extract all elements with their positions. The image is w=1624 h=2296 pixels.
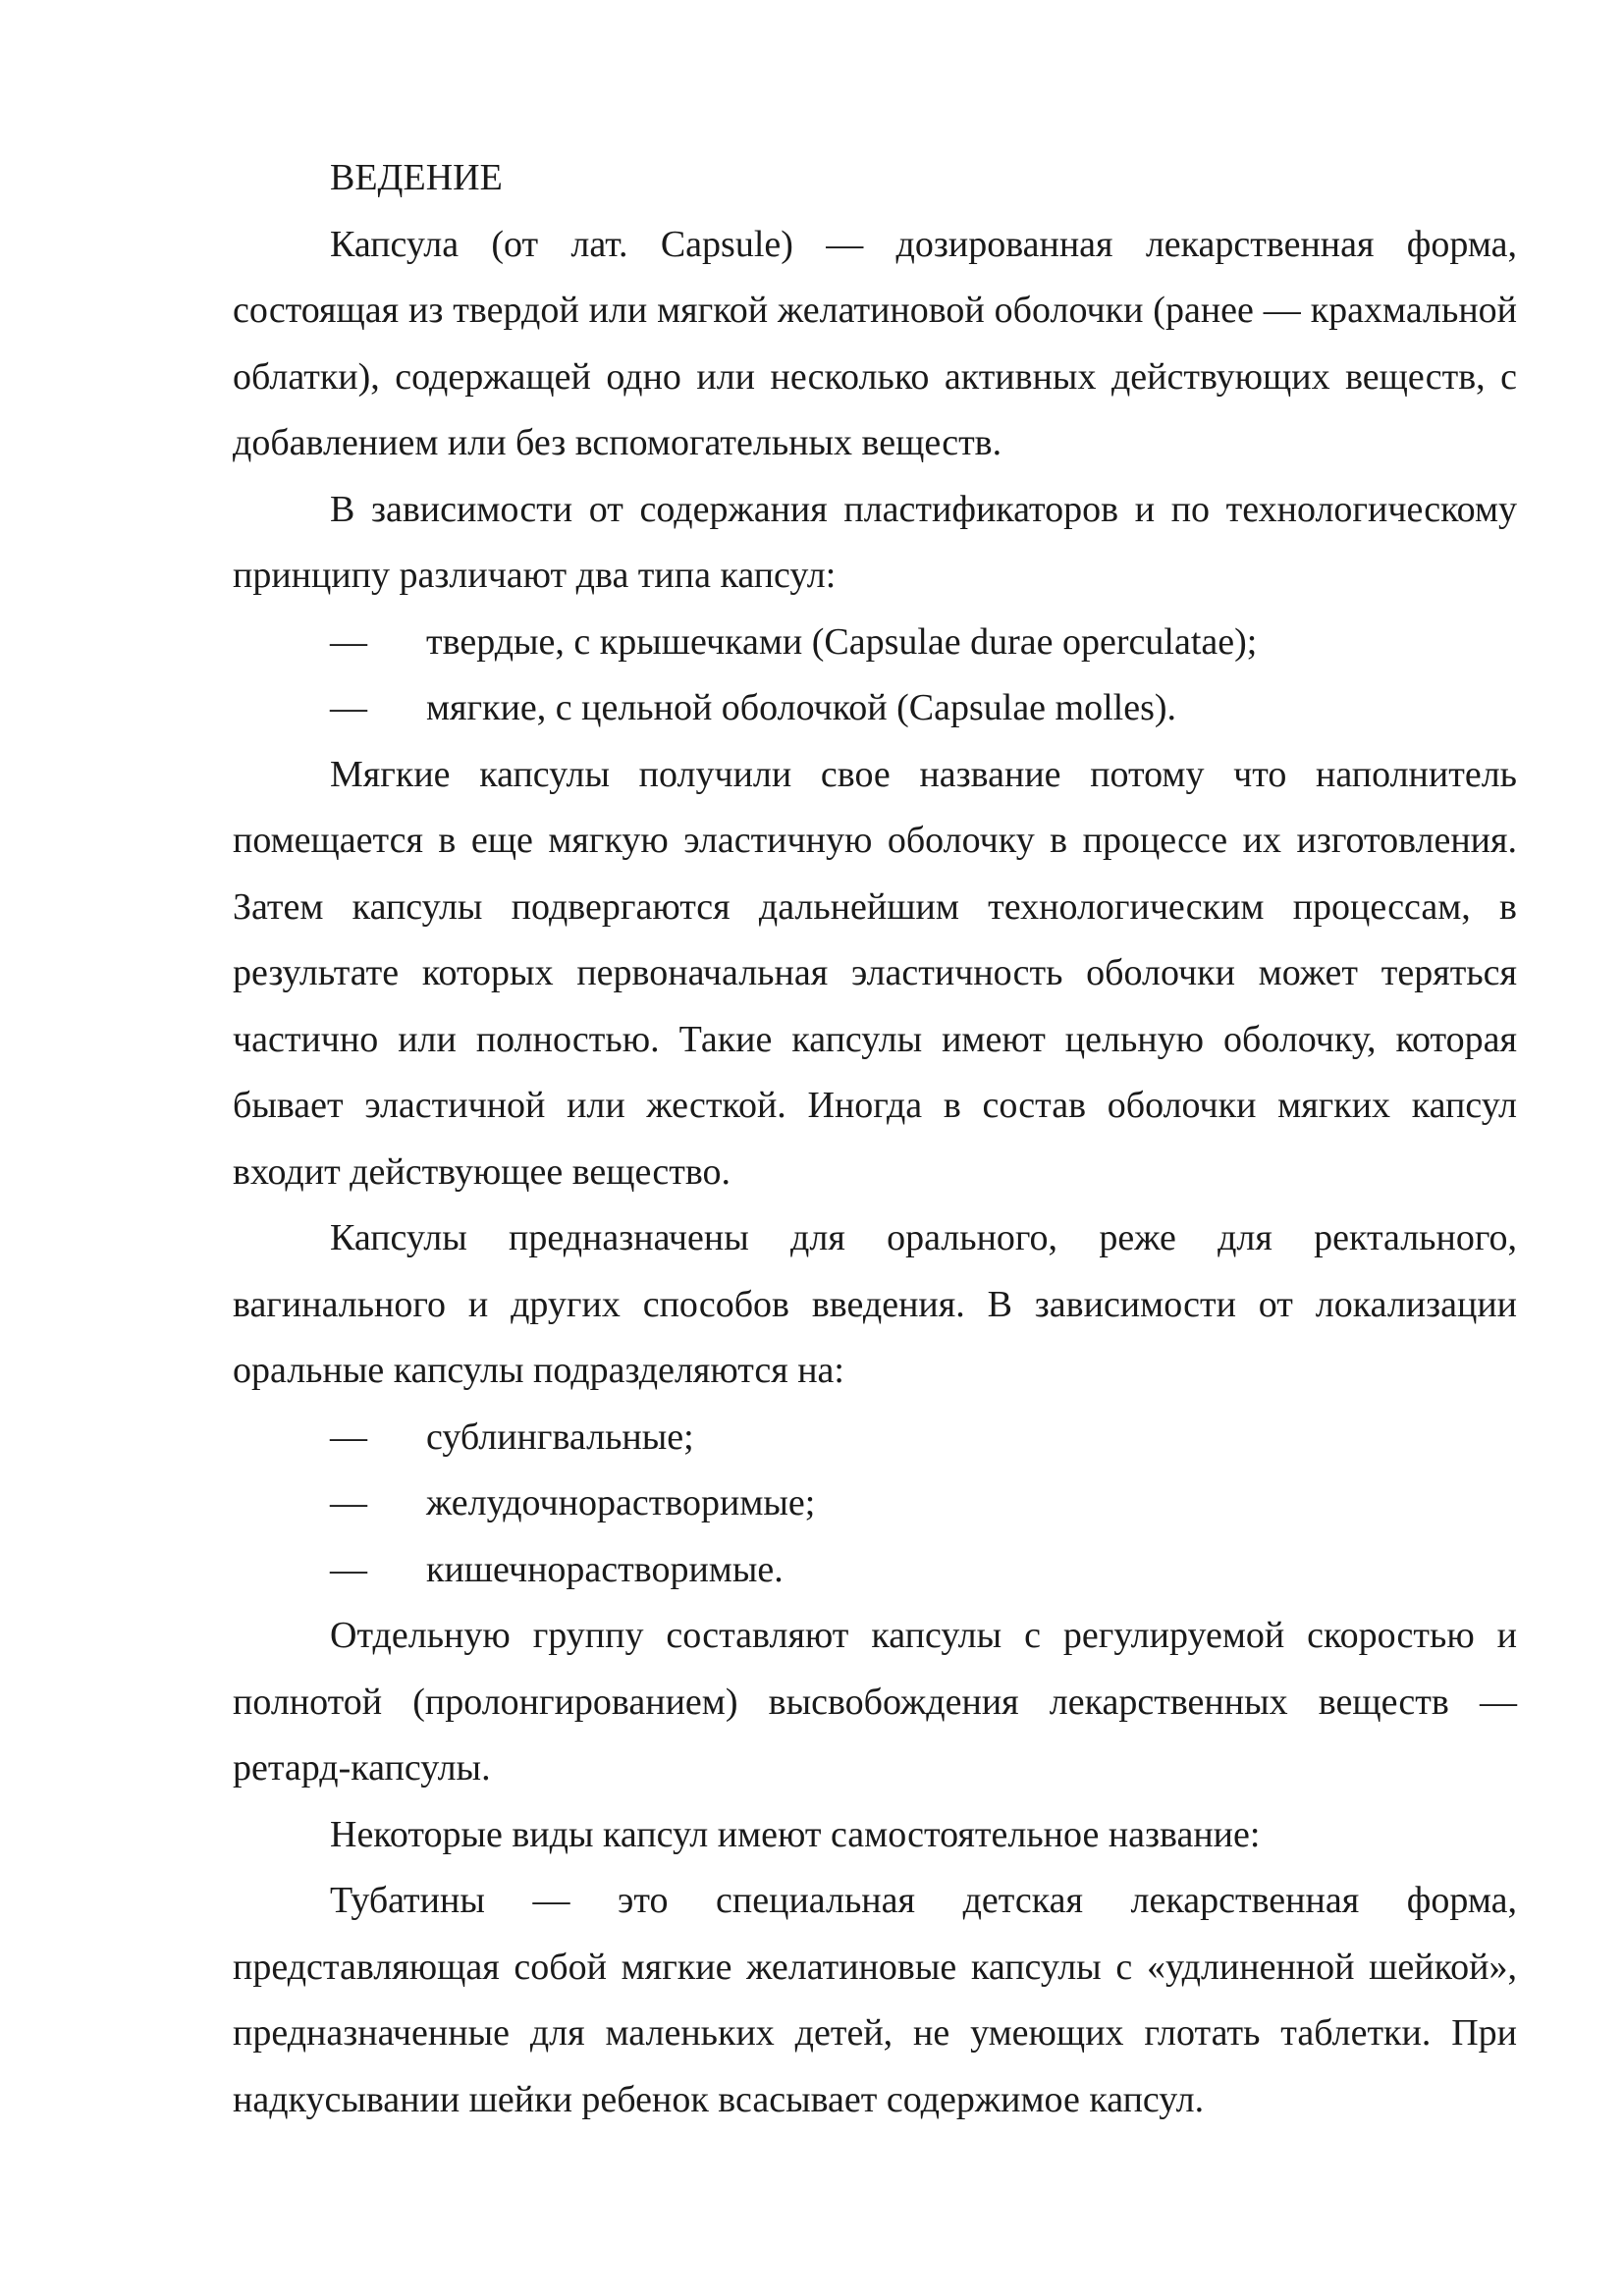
list-item-text: кишечнорастворимые. [426, 1548, 784, 1590]
paragraph-soft-capsules: Мягкие капсулы получили свое название потому что наполнитель помещается в еще мягкую эластичную оболочку в процессе их изготовления. Затем капсулы подвергаются дальнейшим технологическим процессам, в результате которых первоначальная эластичность оболочки может теряться частично или полностью. Такие капсулы имеют цельную оболочку, которая бывает эластичной или жесткой. Иногда в состав оболочки мягких капсул входит действующее вещество. [233, 753, 1517, 1193]
list-dash: — [330, 1415, 367, 1458]
paragraph-retard-capsules: Отдельную группу составляют капсулы с регулируемой скоростью и полнотой (пролонгированием) высвобождения лекарственных веществ — ретард-капсулы. [233, 1615, 1517, 1789]
list-item [233, 675, 1517, 742]
paragraph-capsule-types-intro: В зависимости от содержания пластификаторов и по технологическому принципу различают два типа капсул: [233, 488, 1517, 596]
document-page [233, 145, 1517, 2133]
list-dash: — [330, 1482, 367, 1523]
capsule-types-list [233, 610, 1517, 742]
list-item [233, 1470, 1517, 1537]
list-dash: — [330, 1548, 367, 1590]
section-heading: ВЕДЕНИЕ [330, 157, 503, 198]
list-item-text: сублингвальные; [426, 1415, 694, 1458]
paragraph-capsule-definition: Капсула (от лат. Capsule) — дозированная лекарственная форма, состоящая из твердой или мягкой желатиновой оболочки (ранее — крахмальной облатки), содержащей одно или несколько активных действующих веществ, с добавлением или без вспомогательных веществ. [233, 223, 1517, 463]
paragraph-tubatins: Тубатины — это специальная детская лекарственная форма, представляющая собой мягкие желатиновые капсулы с «удлиненной шейкой», предназначенные для маленьких детей, не умеющих глотать таблетки. При надкусывании шейки ребенок всасывает содержимое капсул. [233, 1880, 1517, 2120]
list-item [233, 610, 1517, 676]
list-item [233, 1405, 1517, 1471]
list-item-text: мягкие, с цельной оболочкой (Capsulae molles). [426, 687, 1177, 728]
list-item-text: желудочнорастворимые; [426, 1482, 816, 1523]
list-dash: — [330, 620, 367, 663]
list-item [233, 1537, 1517, 1604]
list-item-text: твердые, с крышечками (Capsulae durae operculatae); [426, 620, 1258, 663]
paragraph-named-capsules-intro: Некоторые виды капсул имеют самостоятельное название: [330, 1813, 1261, 1855]
paragraph-administration-routes: Капсулы предназначены для орального, реже для ректального, вагинального и других способов введения. В зависимости от локализации оральные капсулы подразделяются на: [233, 1217, 1517, 1391]
list-dash: — [330, 687, 367, 728]
oral-capsules-list [233, 1405, 1517, 1604]
